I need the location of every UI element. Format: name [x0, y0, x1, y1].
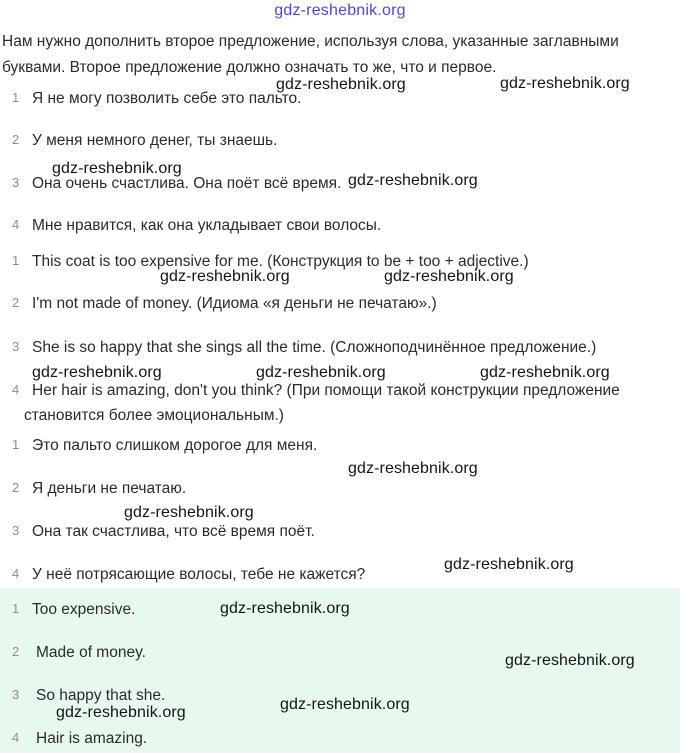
watermark: gdz-reshebnik.org	[220, 600, 350, 617]
answer-text: Made of money.	[36, 644, 146, 661]
list-item	[0, 564, 680, 588]
answer-text: Too expensive.	[32, 601, 136, 618]
item-text: Она очень счастлива. Она поёт всё время.	[32, 175, 342, 192]
watermark: gdz-reshebnik.org	[500, 75, 630, 92]
item-number: 2	[12, 295, 20, 310]
item-number: 4	[12, 730, 20, 745]
item-text: Это пальто слишком дорогое для меня.	[32, 437, 318, 454]
watermark: gdz-reshebnik.org	[276, 76, 406, 93]
item-number: 1	[12, 601, 20, 616]
watermark: gdz-reshebnik.org	[280, 696, 410, 713]
item-number: 3	[12, 687, 20, 702]
list-item	[0, 293, 680, 317]
item-text: I'm not made of money. (Идиома «я деньги не печатаю».)	[32, 295, 437, 312]
item-number: 3	[12, 339, 20, 354]
watermark: gdz-reshebnik.org	[505, 652, 635, 669]
item-text: This coat is too expensive for me. (Конструкция to be + too + adjective.)	[32, 253, 529, 270]
watermark: gdz-reshebnik.org	[124, 504, 254, 521]
list-item	[0, 380, 680, 428]
header-watermark: gdz-reshebnik.org	[274, 2, 406, 19]
item-number: 1	[12, 90, 20, 105]
watermark: gdz-reshebnik.org	[52, 160, 182, 177]
item-text: У неё потрясающие волосы, тебе не кажется?	[32, 566, 366, 583]
watermark: gdz-reshebnik.org	[444, 556, 574, 573]
item-text-continuation: становится более эмоциональным.)	[24, 407, 284, 424]
item-number: 2	[12, 132, 20, 147]
item-number: 2	[12, 644, 20, 659]
item-text: Она так счастлива, что всё время поёт.	[32, 523, 315, 540]
item-number: 2	[12, 480, 20, 495]
watermark: gdz-reshebnik.org	[384, 268, 514, 285]
item-text: Мне нравится, как она укладывает свои волосы.	[32, 217, 382, 234]
item-text: У меня немного денег, ты знаешь.	[32, 132, 278, 149]
answer-item	[0, 728, 680, 752]
item-number: 3	[12, 523, 20, 538]
watermark: gdz-reshebnik.org	[256, 364, 386, 381]
watermark: gdz-reshebnik.org	[160, 268, 290, 285]
item-text: Я не могу позволить себе это пальто.	[32, 90, 302, 107]
list-item	[0, 337, 680, 361]
item-text: Her hair is amazing, don't you think? (При помощи такой конструкции предложение	[32, 382, 620, 399]
task-instruction: Нам нужно дополнить второе предложение, используя слова, указанные заглавными буквами. Второе предложение должно означать то же, что и первое.	[2, 33, 619, 76]
item-number: 3	[12, 175, 20, 190]
watermark: gdz-reshebnik.org	[348, 460, 478, 477]
item-number: 4	[12, 382, 20, 397]
item-number: 4	[12, 217, 20, 232]
watermark: gdz-reshebnik.org	[348, 172, 478, 189]
list-item	[0, 130, 680, 154]
list-item	[0, 478, 680, 502]
watermark: gdz-reshebnik.org	[32, 364, 162, 381]
answer-text: So happy that she.	[36, 687, 166, 704]
item-number: 1	[12, 437, 20, 452]
watermark: gdz-reshebnik.org	[56, 704, 186, 721]
list-item	[0, 435, 680, 459]
list-item	[0, 251, 680, 275]
watermark: gdz-reshebnik.org	[480, 364, 610, 381]
answer-text: Hair is amazing.	[36, 730, 148, 747]
item-text: She is so happy that she sings all the time. (Сложноподчинённое предложение.)	[32, 339, 597, 356]
list-item	[0, 215, 680, 239]
item-text: Я деньги не печатаю.	[32, 480, 187, 497]
list-item	[0, 521, 680, 545]
item-number: 4	[12, 566, 20, 581]
item-number: 1	[12, 253, 20, 268]
